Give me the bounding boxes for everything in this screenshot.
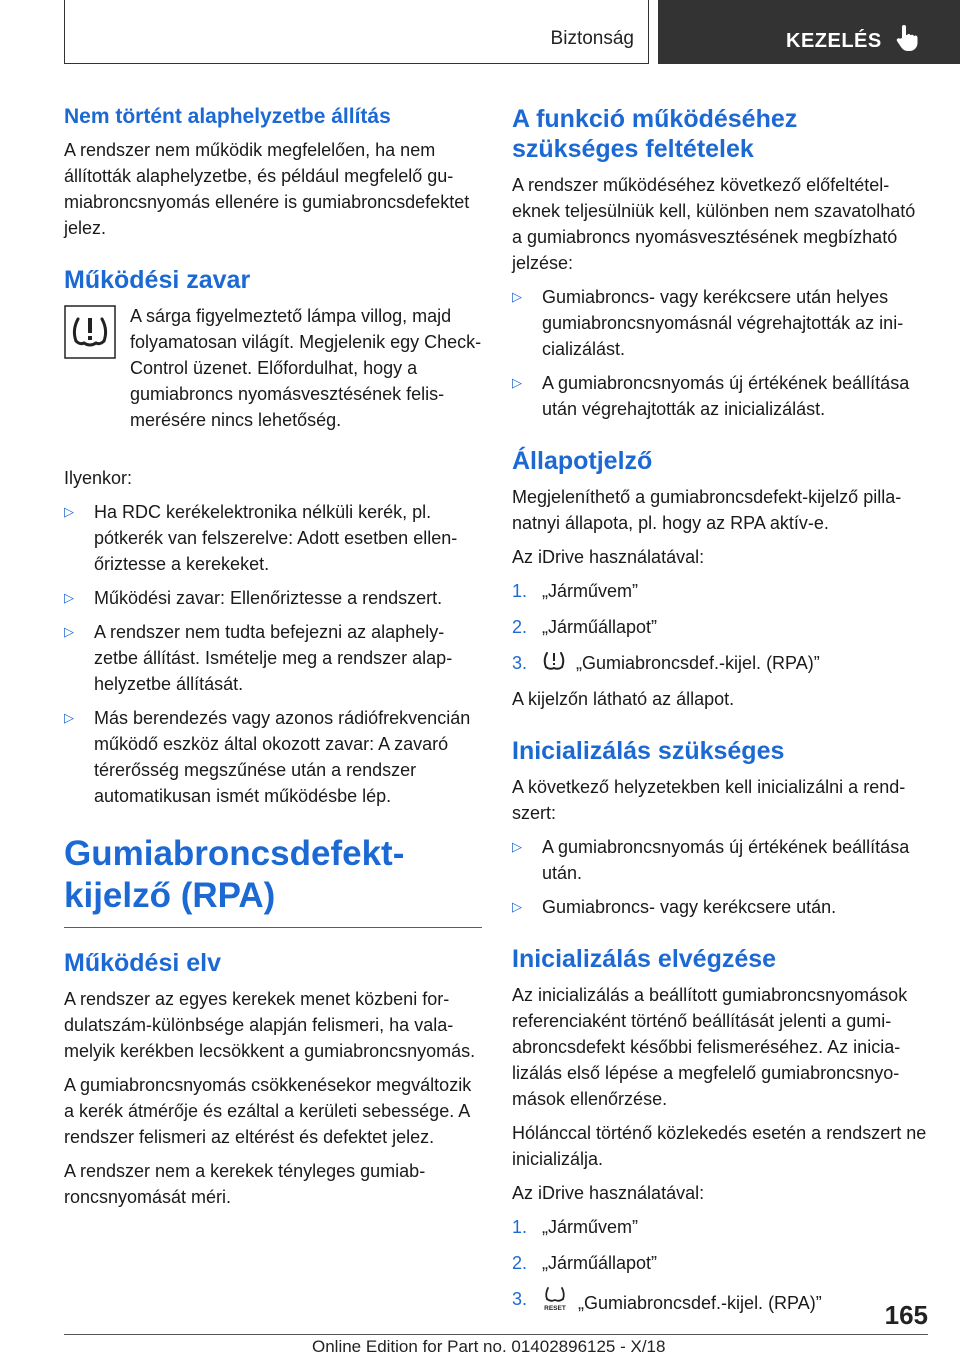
right-column — [512, 104, 930, 1326]
tire-reset-icon — [542, 1286, 568, 1312]
step-item: 2. „Járműállapot” — [512, 1253, 658, 1273]
paragraph-init-2: Hólánccal történő közlekedés esetén a rendszert ne inicializálja. — [512, 1123, 927, 1169]
step-item: 2. „Járműállapot” — [512, 617, 658, 637]
footer-divider — [64, 1334, 928, 1335]
list-item: ▷ Gumiabroncs- vagy kerékcsere után helyes gumiabroncsnyomásnál végrehajtották az inicializálást. — [512, 284, 930, 362]
chapter-heading-block — [64, 833, 482, 928]
header-section-tab — [64, 0, 649, 64]
step-item: 3. RESET „Gumiabroncsdef.-kijel. (RPA)” — [512, 1286, 930, 1316]
heading-malfunction: Működési zavar — [64, 266, 251, 295]
tire-pressure-warning-icon — [64, 305, 116, 359]
chapter-title: KEZELÉS — [786, 30, 882, 52]
status-steps — [512, 578, 930, 676]
step-item: 1. „Járművem” — [512, 581, 639, 601]
malfunction-warning — [64, 303, 482, 441]
step-item: 3. „Gumiabroncsdef.-kijel. (RPA)” — [512, 650, 930, 676]
init-steps — [512, 1214, 930, 1316]
init-needed-list — [512, 834, 930, 920]
paragraph-principle-2: A gumiabroncsnyomás csökkenésekor megváltozik a kerék átmérője és ezáltal a kerületi sebessége. A rendszer felismeri az eltérést és defektet jelez. — [64, 1075, 472, 1148]
list-item: ▷ Gumiabroncs- vagy kerékcsere után. — [512, 894, 930, 920]
heading-status: Állapotjelző — [512, 447, 653, 475]
heading-rpa: Gumiabroncsdefekt-kijelző (RPA) — [64, 834, 405, 916]
tire-warning-icon — [542, 650, 566, 672]
list-item: ▷ Működési zavar: Ellenőriztesse a rendszert. — [64, 585, 482, 611]
paragraph-status: Megjeleníthető a gumiabroncsdefekt-kijelző pillanatnyi állapota, pl. hogy az RPA aktív-e. — [512, 487, 902, 533]
requirements-list — [512, 284, 930, 422]
paragraph-init-1: Az inicializálás a beállított gumiabroncsnyomások referenciaként történő beállítását jelenti a gumiabroncsdefekt későbbi felismeréséhez. Az inicializálás első lépése a megfelelő gumiabroncsnyomások ellenőrzése. — [512, 985, 908, 1109]
paragraph-idrive: Az iDrive használatával: — [512, 547, 705, 567]
malfunction-list — [64, 499, 482, 809]
footer-edition: Online Edition for Part no. 01402896125 - X/18 — [312, 1337, 666, 1356]
hand-pointer-icon — [896, 24, 920, 52]
heading-principle: Működési elv — [64, 949, 221, 978]
heading-requirements: A funkció működéséhez szükséges feltételek — [512, 105, 798, 163]
heading-no-reset: Nem történt alaphelyzetbe állítás — [64, 105, 391, 128]
heading-init-needed: Inicializálás szükséges — [512, 737, 785, 765]
paragraph-idrive-2: Az iDrive használatával: — [512, 1183, 705, 1203]
header-chapter-tab — [658, 0, 960, 64]
list-item: ▷ Más berendezés vagy azonos rádiófrekvencián működő eszköz által okozott zavar: A zavaró térerősség megszűnése után a rendszer automatikusan ismét működésbe lép. — [64, 705, 482, 809]
paragraph-principle-3: A rendszer nem a kerekek tényleges gumiabroncsnyomását méri. — [64, 1161, 426, 1208]
page-number: 165 — [884, 1300, 928, 1330]
paragraph-malfunction: A sárga figyelmeztető lámpa villog, majd folyamatosan világít. Megjelenik egy Check-Control üzenet. Előfordulhat, hogy a gumiabroncs nyomásvesztésének felismerésére nincs lehetőség. — [130, 306, 482, 431]
list-item: ▷ A gumiabroncsnyomás új értékének beállítása után. — [512, 834, 930, 886]
paragraph-then: Ilyenkor: — [64, 468, 133, 489]
paragraph-init-needed: A következő helyzetekben kell inicializálni a rendszert: — [512, 777, 906, 823]
paragraph-principle-1: A rendszer az egyes kerekek menet közbeni fordulatszám-különbsége alapján felismeri, ha valamelyik kerékben lecsökkent a gumiabroncsnyomás. — [64, 989, 476, 1062]
list-item: ▷ A gumiabroncsnyomás új értékének beállítása után végrehajtották az inicializálást. — [512, 370, 930, 422]
paragraph-visible: A kijelzőn látható az állapot. — [512, 689, 735, 709]
paragraph-requirements: A rendszer működéséhez következő előfeltételeknek teljesülniük kell, különben nem szavatolható a gumiabroncs nyomásvesztésének megbízható jelzése: — [512, 175, 916, 273]
list-item: ▷ Ha RDC kerékelektronika nélküli kerék, pl. pótkerék van felszerelve: Adott esetben ellenőriztesse a kerekeket. — [64, 499, 482, 577]
list-item: ▷ A rendszer nem tudta befejezni az alaphelyzetbe állítást. Ismételje meg a rendszer alaphelyzetbe állítását. — [64, 619, 482, 697]
step-item: 1. „Járművem” — [512, 1217, 639, 1237]
left-column — [64, 104, 482, 1218]
section-title: Biztonság — [550, 28, 634, 49]
heading-init-do: Inicializálás elvégzése — [512, 945, 777, 973]
svg-text:RESET: RESET — [544, 1305, 566, 1312]
paragraph-no-reset: A rendszer nem működik megfelelően, ha nem állították alaphelyzetbe, és például megfelelő gumiabroncsnyomás ellenére is gumiabroncsdefektet jelez. — [64, 140, 470, 239]
